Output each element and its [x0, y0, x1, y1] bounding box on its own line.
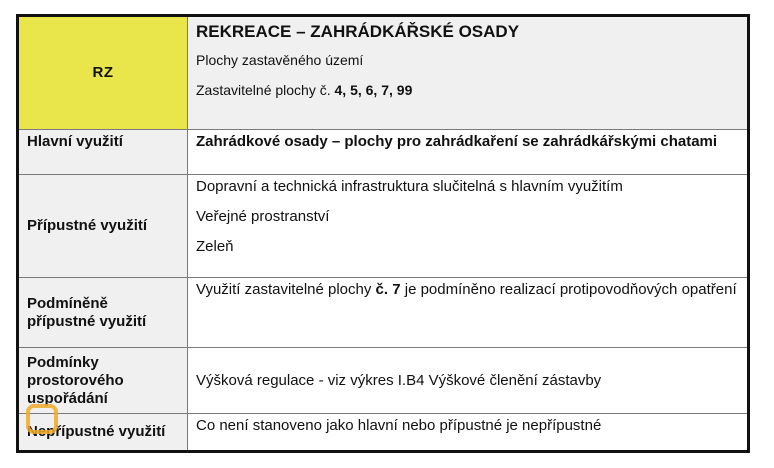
list-item: Zeleň [196, 238, 234, 255]
row-value [188, 278, 749, 348]
row-label: Podmíněně přípustné využití [18, 278, 188, 348]
zone-code: RZ [18, 16, 188, 130]
conditional-plot: č. 7 [375, 281, 401, 298]
row-value: Výšková regulace - viz výkres I.B4 Výškové členění zástavby [188, 348, 749, 414]
row-value: Co není stanoveno jako hlavní nebo přípustné je nepřípustné [188, 414, 749, 452]
land-use-regulation-table [16, 14, 750, 453]
list-item: Veřejné prostranství [196, 208, 330, 225]
header-row [18, 16, 749, 130]
table-row [18, 175, 749, 278]
table-row [18, 130, 749, 175]
table-row [18, 348, 749, 414]
conditional-text [196, 275, 739, 305]
row-label: Hlavní využití [18, 130, 188, 175]
row-value-list [188, 175, 749, 278]
zone-subtitle: Plochy zastavěného území [196, 52, 364, 68]
zone-header [188, 16, 749, 130]
row-value: Zahrádkové osady – plochy pro zahrádkaření se zahrádkářskými chatami [188, 130, 749, 175]
conditional-suffix: je podmíněno realizací protipovodňových opatření [400, 281, 737, 298]
zone-plots-prefix: Zastavitelné plochy č. [196, 82, 335, 98]
table-row [18, 414, 749, 452]
row-label: Podmínky prostorového uspořádání [18, 348, 188, 414]
zone-plots-numbers: 4, 5, 6, 7, 99 [334, 82, 413, 98]
conditional-prefix: Využití zastavitelné plochy [196, 281, 376, 298]
zone-title: REKREACE – ZAHRÁDKÁŘSKÉ OSADY [196, 22, 520, 41]
row-label: Přípustné využití [18, 175, 188, 278]
zone-plots [196, 81, 739, 99]
row-label: Nepřípustné využití [18, 414, 188, 452]
table-row [18, 278, 749, 348]
list-item: Dopravní a technická infrastruktura slučitelná s hlavním využitím [196, 178, 623, 195]
